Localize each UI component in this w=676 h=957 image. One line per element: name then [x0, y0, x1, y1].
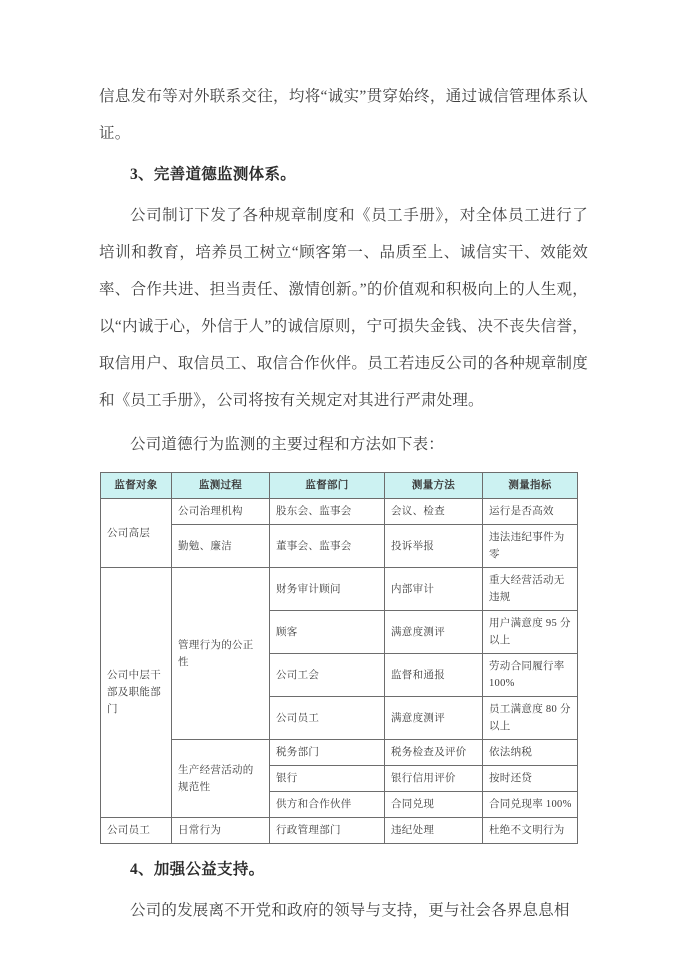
cell-indicator: 按时还贷 — [483, 766, 578, 792]
cell-department: 股东会、监事会 — [270, 499, 385, 525]
cell-indicator: 杜绝不文明行为 — [483, 818, 578, 844]
table-head — [101, 473, 578, 499]
spacer — [99, 463, 588, 472]
cell-process: 生产经营活动的规范性 — [172, 740, 270, 818]
cell-indicator: 合同兑现率 100% — [483, 792, 578, 818]
cell-department: 财务审计顾问 — [270, 568, 385, 611]
cell-method: 会议、检查 — [385, 499, 483, 525]
cell-indicator: 劳动合同履行率 100% — [483, 654, 578, 697]
cell-department: 公司员工 — [270, 697, 385, 740]
paragraph-after: 公司的发展离不开党和政府的领导与支持，更与社会各界息息相 — [130, 902, 570, 919]
column-header-object: 监督对象 — [101, 473, 172, 499]
cell-department: 银行 — [270, 766, 385, 792]
table-row — [101, 568, 578, 611]
cell-process: 日常行为 — [172, 818, 270, 844]
table-row — [101, 525, 578, 568]
spacer — [99, 844, 588, 851]
table-header-row — [101, 473, 578, 499]
cell-object: 公司高层 — [101, 499, 172, 568]
cell-method: 满意度测评 — [385, 697, 483, 740]
cell-indicator: 员工满意度 80 分以上 — [483, 697, 578, 740]
table-row — [101, 499, 578, 525]
cell-indicator: 违法违纪事件为零 — [483, 525, 578, 568]
table-row — [101, 818, 578, 844]
paragraph-body: 公司制订下发了各种规章制度和《员工手册》，对全体员工进行了培训和教育，培养员工树立“顾客第一、品质至上、诚信实干、效能效率、合作共进、担当责任、激情创新。”的价值观和积极向上的人生观，以“内诚于心，外信于人”的诚信原则，宁可损失金钱、决不丧失信誉，取信用户、取信员工、取信合作伙伴。员工若违反公司的各种规章制度和《员工手册》，公司将按有关规定对其进行严肃处理。 — [99, 207, 588, 409]
heading-section-4: 4、加强公益支持。 — [130, 861, 265, 878]
cell-method: 税务检查及评价 — [385, 740, 483, 766]
spacer — [99, 419, 588, 426]
moral-monitoring-table — [100, 472, 578, 844]
paragraph-intro: 信息发布等对外联系交往，均将“诚实”贯穿始终，通过诚信管理体系认证。 — [99, 88, 588, 142]
cell-indicator: 运行是否高效 — [483, 499, 578, 525]
table-row — [101, 740, 578, 766]
cell-object: 公司员工 — [101, 818, 172, 844]
cell-department: 公司工会 — [270, 654, 385, 697]
cell-method: 监督和通报 — [385, 654, 483, 697]
cell-indicator: 用户满意度 95 分以上 — [483, 611, 578, 654]
cell-process: 勤勉、廉洁 — [172, 525, 270, 568]
cell-department: 顾客 — [270, 611, 385, 654]
cell-method: 合同兑现 — [385, 792, 483, 818]
cell-method: 满意度测评 — [385, 611, 483, 654]
cell-department: 董事会、监事会 — [270, 525, 385, 568]
cell-method: 内部审计 — [385, 568, 483, 611]
heading-section-3: 3、完善道德监测体系。 — [130, 166, 297, 183]
column-header-method: 测量方法 — [385, 473, 483, 499]
cell-process: 管理行为的公正性 — [172, 568, 270, 740]
cell-department: 行政管理部门 — [270, 818, 385, 844]
table-caption: 公司道德行为监测的主要过程和方法如下表： — [130, 436, 445, 453]
column-header-process: 监测过程 — [172, 473, 270, 499]
cell-department: 供方和合作伙伴 — [270, 792, 385, 818]
column-header-indicator: 测量指标 — [483, 473, 578, 499]
cell-object: 公司中层干部及职能部门 — [101, 568, 172, 818]
table-body — [101, 499, 578, 844]
cell-process: 公司治理机构 — [172, 499, 270, 525]
cell-indicator: 重大经营活动无违规 — [483, 568, 578, 611]
column-header-department: 监督部门 — [270, 473, 385, 499]
cell-method: 投诉举报 — [385, 525, 483, 568]
cell-department: 税务部门 — [270, 740, 385, 766]
cell-method: 违纪处理 — [385, 818, 483, 844]
cell-indicator: 依法纳税 — [483, 740, 578, 766]
cell-method: 银行信用评价 — [385, 766, 483, 792]
